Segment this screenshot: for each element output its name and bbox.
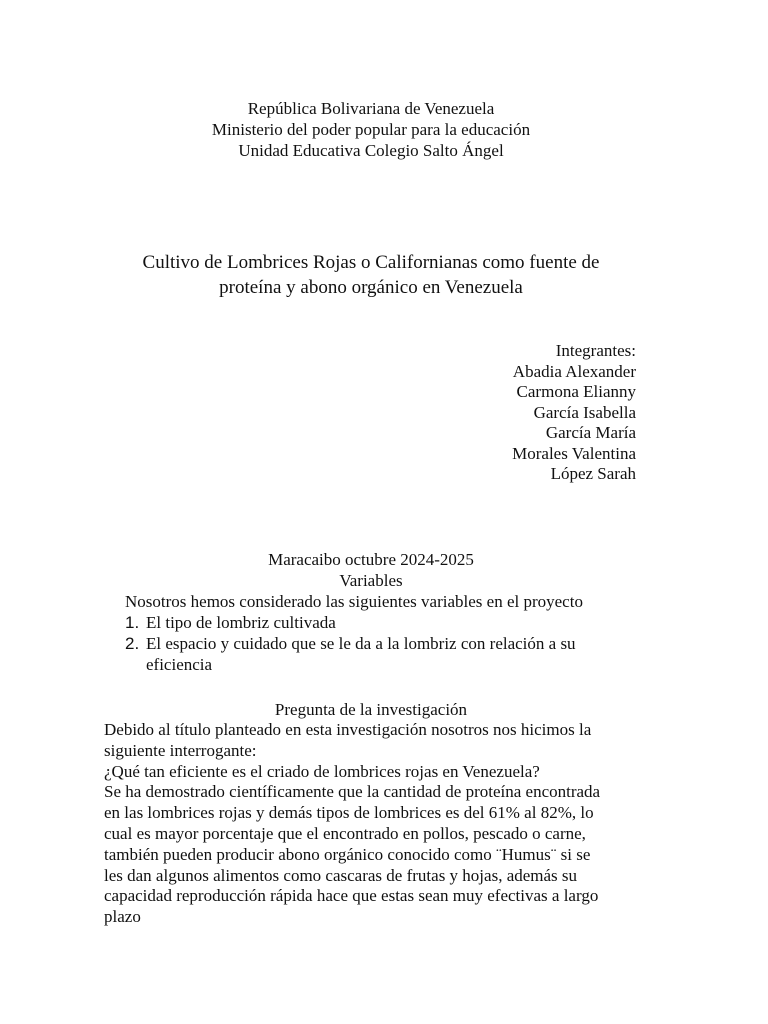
- body-line: plazo: [104, 907, 141, 927]
- body-line: también pueden producir abono orgánico conocido como ¨Humus¨ si se: [104, 844, 591, 864]
- list-item-number: 1.: [125, 613, 140, 632]
- member-name: García María: [545, 423, 636, 442]
- variables-heading: Variables: [339, 571, 403, 590]
- title-line-1: Cultivo de Lombrices Rojas o Californianas como fuente de: [142, 252, 600, 273]
- body-line: siguiente interrogante:: [104, 740, 257, 760]
- members-label: Integrantes:: [555, 341, 636, 360]
- header-line-ministry: Ministerio del poder popular para la educación: [211, 120, 531, 139]
- list-item-number: 2.: [125, 634, 140, 653]
- body-line: les dan algunos alimentos como cascaras de frutas y hojas, además su: [104, 865, 578, 885]
- question-body: [104, 720, 644, 928]
- list-item: [125, 612, 625, 633]
- title-line-2: proteína y abono orgánico en Venezuela: [219, 277, 523, 298]
- body-line: capacidad reproducción rápida hace que estas sean muy efectivas a largo: [104, 886, 599, 906]
- body-line: Debido al título planteado en esta investigación nosotros nos hicimos la: [104, 720, 592, 739]
- body-line: Se ha demostrado científicamente que la cantidad de proteína encontrada: [104, 782, 601, 802]
- place-and-variables-heading: [0, 549, 742, 591]
- question-heading: [0, 699, 742, 720]
- question-heading-text: Pregunta de la investigación: [274, 700, 468, 719]
- variables-intro-text: Nosotros hemos considerado las siguientes variables en el proyecto: [125, 592, 583, 611]
- members-list: [336, 341, 636, 485]
- member-name: Abadia Alexander: [512, 361, 636, 381]
- body-line: en las lombrices rojas y demás tipos de lombrices es del 61% al 82%, lo: [104, 803, 594, 823]
- institution-header: [0, 98, 742, 161]
- header-line-school: Unidad Educativa Colegio Salto Ángel: [238, 141, 504, 160]
- document-title: [0, 250, 742, 300]
- variables-intro: [125, 591, 583, 612]
- body-line: cual es mayor porcentaje que el encontrado en pollos, pescado o carne,: [104, 823, 586, 843]
- member-name: López Sarah: [550, 464, 636, 483]
- member-name: Carmona Elianny: [516, 382, 636, 401]
- list-item-text: El tipo de lombriz cultivada: [146, 613, 336, 632]
- member-name: García Isabella: [533, 402, 636, 422]
- variables-list: [125, 612, 625, 675]
- list-item: [125, 633, 625, 675]
- place-date: Maracaibo octubre 2024-2025: [268, 550, 474, 569]
- body-line: ¿Qué tan eficiente es el criado de lombrices rojas en Venezuela?: [104, 761, 540, 781]
- list-item-text-continued: eficiencia: [146, 655, 213, 674]
- member-name: Morales Valentina: [512, 443, 636, 463]
- header-line-republic: República Bolivariana de Venezuela: [247, 99, 495, 118]
- list-item-text: El espacio y cuidado que se le da a la lombriz con relación a su: [146, 634, 576, 653]
